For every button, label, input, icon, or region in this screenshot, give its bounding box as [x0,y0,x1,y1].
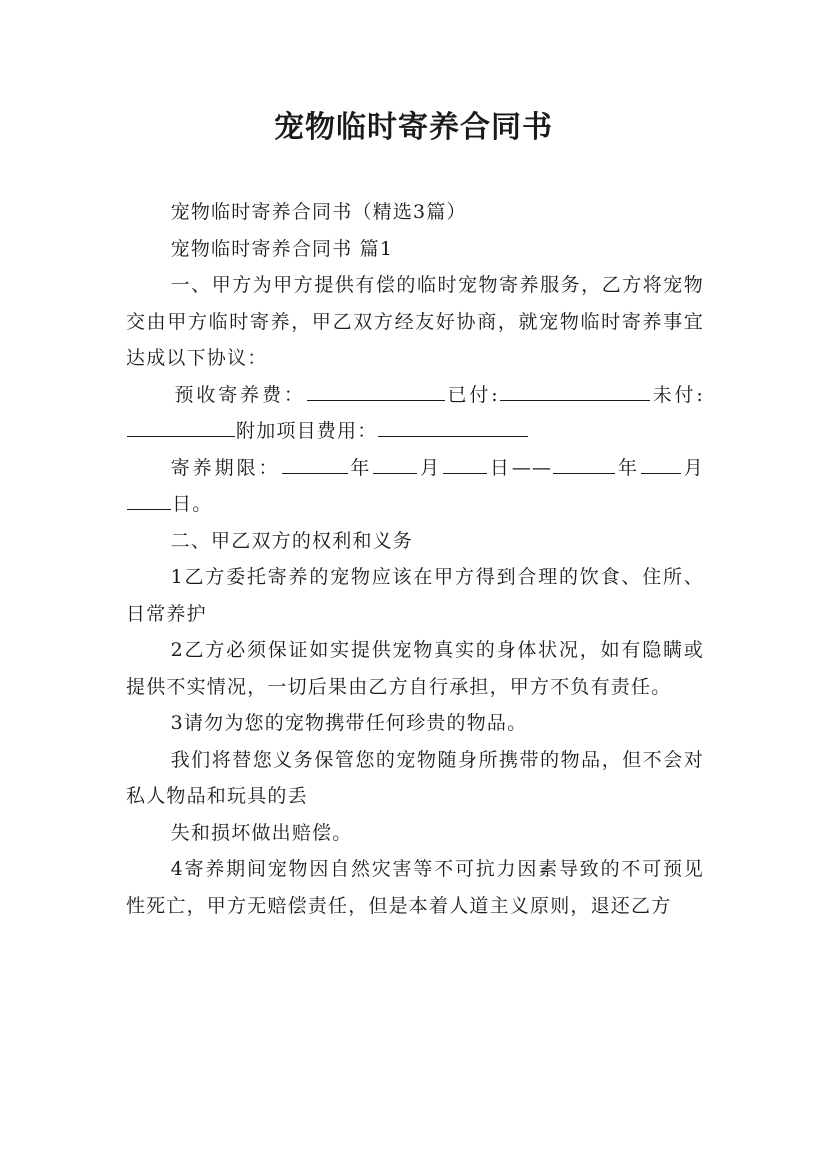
end-year-blank [553,451,615,474]
unpaid-blank [127,414,235,437]
period-label: 寄养期限： [170,456,281,479]
item2-paragraph: 2乙方必须保证如实提供宠物真实的身体状况，如有隐瞒或提供不实情况，一切后果由乙方自行承担，甲方不负有责任。 [126,639,704,698]
start-year-blank [282,451,348,474]
item4-paragraph: 4寄养期间宠物因自然灾害等不可抗力因素导致的不可预见性死亡，甲方无赔偿责任，但是本着人道主义原则，退还乙方 [126,858,704,917]
part-heading: 宠物临时寄养合同书 篇1 [170,237,394,260]
extra-fee-label: 附加项目费用： [236,420,378,442]
end-day-blank [127,487,171,510]
period-dash: —— [511,456,553,479]
unpaid-label: 未付: [650,383,704,406]
end-year-unit: 年 [616,456,641,479]
start-year-unit: 年 [348,456,373,479]
start-day-blank [443,451,487,474]
paid-label: 已付: [445,383,499,406]
paid-blank [500,378,650,401]
item3-note-continuation: 失和损坏做出赔偿。 [170,821,353,844]
start-month-blank [373,451,417,474]
period-paragraph [126,450,704,523]
document-title: 宠物临时寄养合同书 [274,110,553,145]
end-month-unit: 月 [682,456,704,479]
end-day-unit: 日。 [172,493,213,515]
prepaid-label: 预收寄养费： [174,383,306,406]
document-body [126,194,704,924]
prepaid-blank [307,378,445,401]
clause1-paragraph: 一、甲方为甲方提供有偿的临时宠物寄养服务，乙方将宠物交由甲方临时寄养，甲乙双方经友好协商，就宠物临时寄养事宜达成以下协议： [126,274,704,369]
item1-paragraph: 1乙方委托寄养的宠物应该在甲方得到合理的饮食、住所、日常养护 [126,566,704,625]
fees-paragraph [126,377,704,450]
item3-paragraph: 3请勿为您的宠物携带任何珍贵的物品。 [170,712,528,734]
end-month-blank [641,451,681,474]
clause2-heading: 二、甲乙双方的权利和义务 [170,529,414,552]
subtitle-paragraph: 宠物临时寄养合同书（精选3篇） [170,201,467,223]
extra-fee-blank [378,414,528,437]
item3-note-paragraph: 我们将替您义务保管您的宠物随身所携带的物品，但不会对私人物品和玩具的丢 [126,748,704,807]
start-day-unit: 日 [488,456,512,479]
start-month-unit: 月 [418,456,443,479]
